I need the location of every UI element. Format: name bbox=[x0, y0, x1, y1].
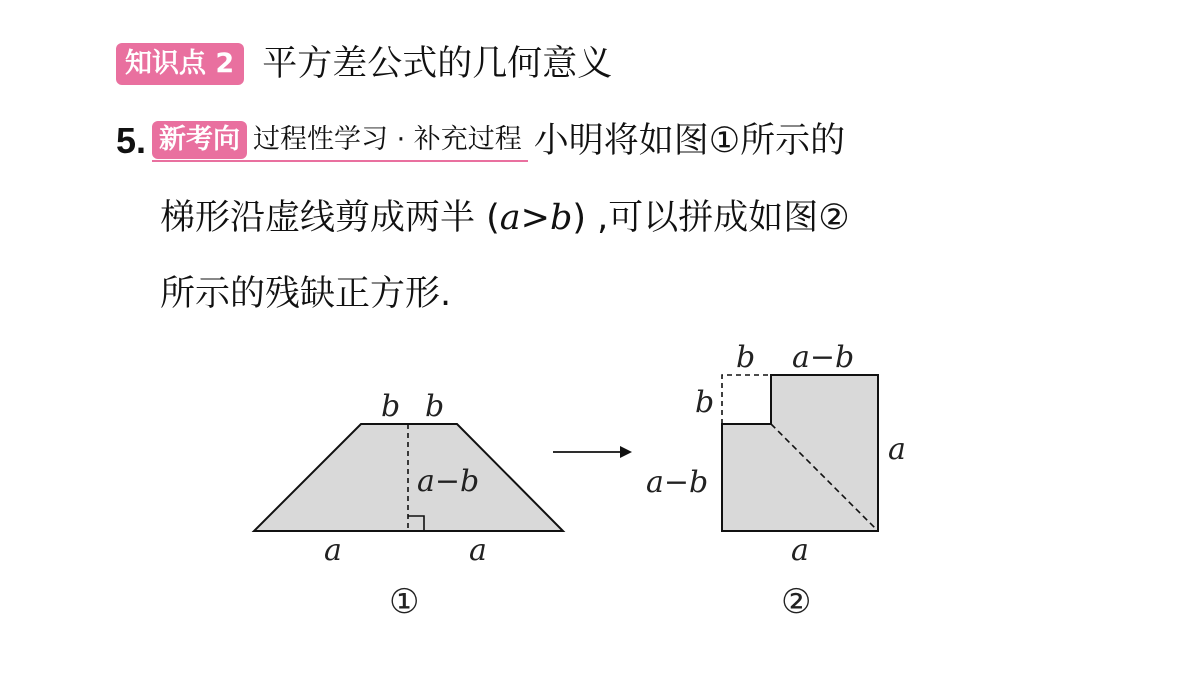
fig1-top-left-label: b bbox=[381, 389, 401, 424]
missing-square-dashed bbox=[722, 375, 771, 424]
fig2-top-large-label: a−b bbox=[792, 340, 855, 375]
fig2-left-small-label: b bbox=[695, 385, 715, 420]
knowledge-point-badge: 知识点 2 bbox=[116, 43, 244, 85]
fig1-top-right-label: b bbox=[425, 389, 445, 424]
section-title: 平方差公式的几何意义 bbox=[262, 44, 613, 84]
question-text-3: 所示的残缺正方形. bbox=[160, 274, 452, 314]
fig1-caption: ① bbox=[389, 582, 420, 622]
fig2-right-label: a bbox=[888, 432, 906, 467]
question-text-2b: ) ,可以拼成如图② bbox=[572, 198, 850, 238]
figure-1 bbox=[254, 389, 563, 622]
arrow-icon bbox=[553, 446, 632, 458]
process-learning-tag: 过程性学习 · 补充过程 bbox=[253, 123, 522, 155]
fig2-top-small-label: b bbox=[736, 340, 756, 375]
condition-a: a bbox=[499, 198, 521, 238]
fig1-bottom-right-label: a bbox=[469, 533, 487, 568]
fig2-left-large-label: a−b bbox=[646, 465, 709, 500]
condition-operator: > bbox=[520, 198, 550, 238]
fig2-bottom-label: a bbox=[791, 533, 809, 568]
fig1-bottom-left-label: a bbox=[324, 533, 342, 568]
question-text-1: 小明将如图①所示的 bbox=[533, 121, 846, 161]
figure-2 bbox=[646, 340, 906, 622]
condition-b: b bbox=[549, 198, 573, 238]
fig2-caption: ② bbox=[781, 582, 812, 622]
fig1-height-label: a−b bbox=[417, 464, 480, 499]
question-text-2a: 梯形沿虚线剪成两半 ( bbox=[160, 198, 500, 238]
new-direction-badge: 新考向 bbox=[152, 121, 247, 159]
question-number: 5. bbox=[116, 120, 147, 161]
